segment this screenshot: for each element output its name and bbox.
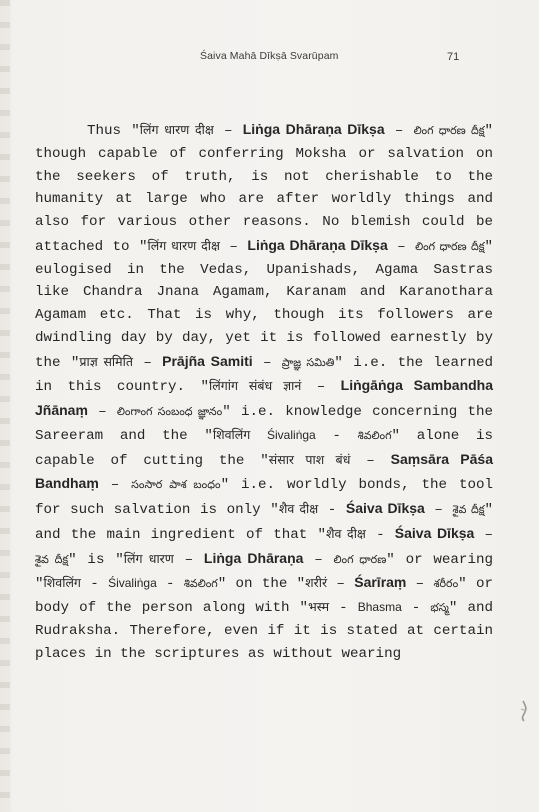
telugu-term: ప్రాజ్ఞ సమితి — [281, 355, 335, 369]
text-run: - — [80, 576, 109, 593]
text-run: - — [329, 600, 358, 616]
transliterated-term: Liṅga Dhāraṇa — [203, 549, 304, 566]
text-run: – — [350, 452, 391, 469]
transliterated-term: Liṅga Dhāraṇa Dīkṣa — [242, 121, 385, 137]
telugu-term: శరీరం — [433, 577, 459, 591]
text-run: - — [156, 576, 184, 593]
transliterated-term: Liṅga Dhāraṇa Dīkṣa — [247, 236, 388, 253]
transliterated-term: Śivaliṅga — [108, 576, 157, 591]
hindi-term: लिंग धारण दीक्ष — [139, 122, 214, 137]
text-run: – — [424, 502, 453, 518]
telugu-term: శివలింగ — [183, 577, 218, 591]
text-run: – — [98, 477, 132, 494]
telugu-term: భస్మ — [430, 601, 449, 614]
hindi-term: शैव दीक्ष — [325, 525, 366, 541]
transliterated-term: Saṃsāra Pāśa Bandhaṃ — [35, 450, 493, 492]
text-run: – — [301, 379, 341, 396]
text-run: – — [213, 123, 243, 139]
text-run: – — [303, 551, 334, 568]
text-run: " eulogised in the Vedas, Upanishads, Agama Sastras like Chandra Jnana Agamam, Karanam and Karanothara Agamam etc. That is why, though its followers are dwindling day by day, yet it is followed earnestly by the " — [35, 238, 493, 371]
text-run: – — [406, 576, 434, 593]
text-run: – — [133, 354, 163, 371]
text-run: – — [327, 576, 355, 593]
text-run — [250, 428, 267, 444]
text-run: " i.e. knowledge concerning the Sareeram and the " — [35, 404, 493, 444]
text-run: – — [387, 238, 416, 255]
running-header — [0, 48, 539, 68]
hindi-term: शिवलिंग — [43, 575, 81, 591]
transliterated-term: Śivaliṅga — [267, 427, 316, 442]
transliterated-term: Liṅgāṅga Sambandha Jñānaṃ — [35, 377, 494, 418]
transliterated-term: Śaiva Dīkṣa — [345, 500, 425, 516]
text-run: " and the main ingredient of that " — [35, 502, 494, 543]
text-run: " or wearing " — [35, 551, 493, 593]
ink-mark — [519, 700, 528, 722]
hindi-term: शैव दीक्ष — [278, 501, 319, 516]
text-run: – — [474, 526, 494, 543]
hindi-term: प्राज्ञ समिति — [79, 353, 134, 369]
transliterated-term: Bhasma — [357, 600, 402, 614]
text-run: – — [220, 238, 248, 255]
text-run: " though capable of conferring Moksha or salvation on the seekers of truth, is not cherishable to the humanity at large who are after worldly things and also for various other reasons. No blemish could be attached to " — [35, 123, 493, 255]
transliterated-term: Prājña Samiti — [162, 352, 253, 369]
page-number: 71 — [447, 51, 460, 63]
text-run: – — [252, 354, 282, 371]
telugu-term: లింగాంగ సంబంధ జ్ఞానం — [116, 405, 223, 418]
hindi-term: लिंगांग संबंध ज्ञानं — [209, 378, 302, 394]
telugu-term: శైవ దీక్ష — [35, 552, 69, 566]
page-binding-edge — [0, 0, 10, 812]
text-run: - — [401, 600, 431, 616]
hindi-term: भस्म — [308, 599, 330, 614]
text-run: " i.e. worldly bonds, the tool for such salvation is only " — [35, 477, 494, 518]
telugu-term: లింగ ధారణ — [333, 552, 387, 566]
transliterated-term: Śarīraṃ — [354, 574, 407, 591]
text-run: " is " — [68, 551, 124, 568]
hindi-term: शरीरं — [305, 575, 328, 591]
telugu-term: శైవ దీక్ష — [452, 503, 485, 516]
text-run: " on the " — [217, 576, 306, 593]
text-run: – — [173, 551, 204, 568]
text-run: " or body of the person along with " — [35, 576, 494, 616]
text-run: " and Rudraksha. Therefore, even if it is stated at certain places in the scriptures as without wearing — [35, 600, 493, 662]
text-run: - — [365, 526, 395, 543]
telugu-term: లింగ ధారణ దీక్ష — [415, 239, 485, 253]
text-run: – — [384, 123, 414, 139]
hindi-term: शिवलिंग — [212, 426, 251, 442]
hindi-term: लिंग धारण — [123, 550, 174, 566]
telugu-term: సంసార పాశ బంధం — [131, 478, 221, 492]
text-run: " alone is capable of cutting the " — [35, 427, 494, 469]
transliterated-term: Śaiva Dīkṣa — [394, 524, 475, 541]
telugu-term: లింగ ధారణ దీక్ష — [413, 124, 485, 137]
body-paragraph — [35, 118, 493, 665]
text-run: - — [315, 427, 358, 444]
text-run: – — [87, 404, 117, 420]
text-run: " i.e. the learned in this country. " — [35, 354, 494, 396]
hindi-term: संसार पाश बंधं — [268, 451, 351, 467]
hindi-term: लिंग धारण दीक्ष — [147, 237, 220, 253]
text-run: Thus " — [87, 123, 140, 139]
text-run: - — [318, 502, 346, 518]
telugu-term: శివలింగ — [357, 428, 392, 442]
running-header-title: Śaiva Mahā Dīkṣā Svarūpam — [200, 50, 339, 62]
